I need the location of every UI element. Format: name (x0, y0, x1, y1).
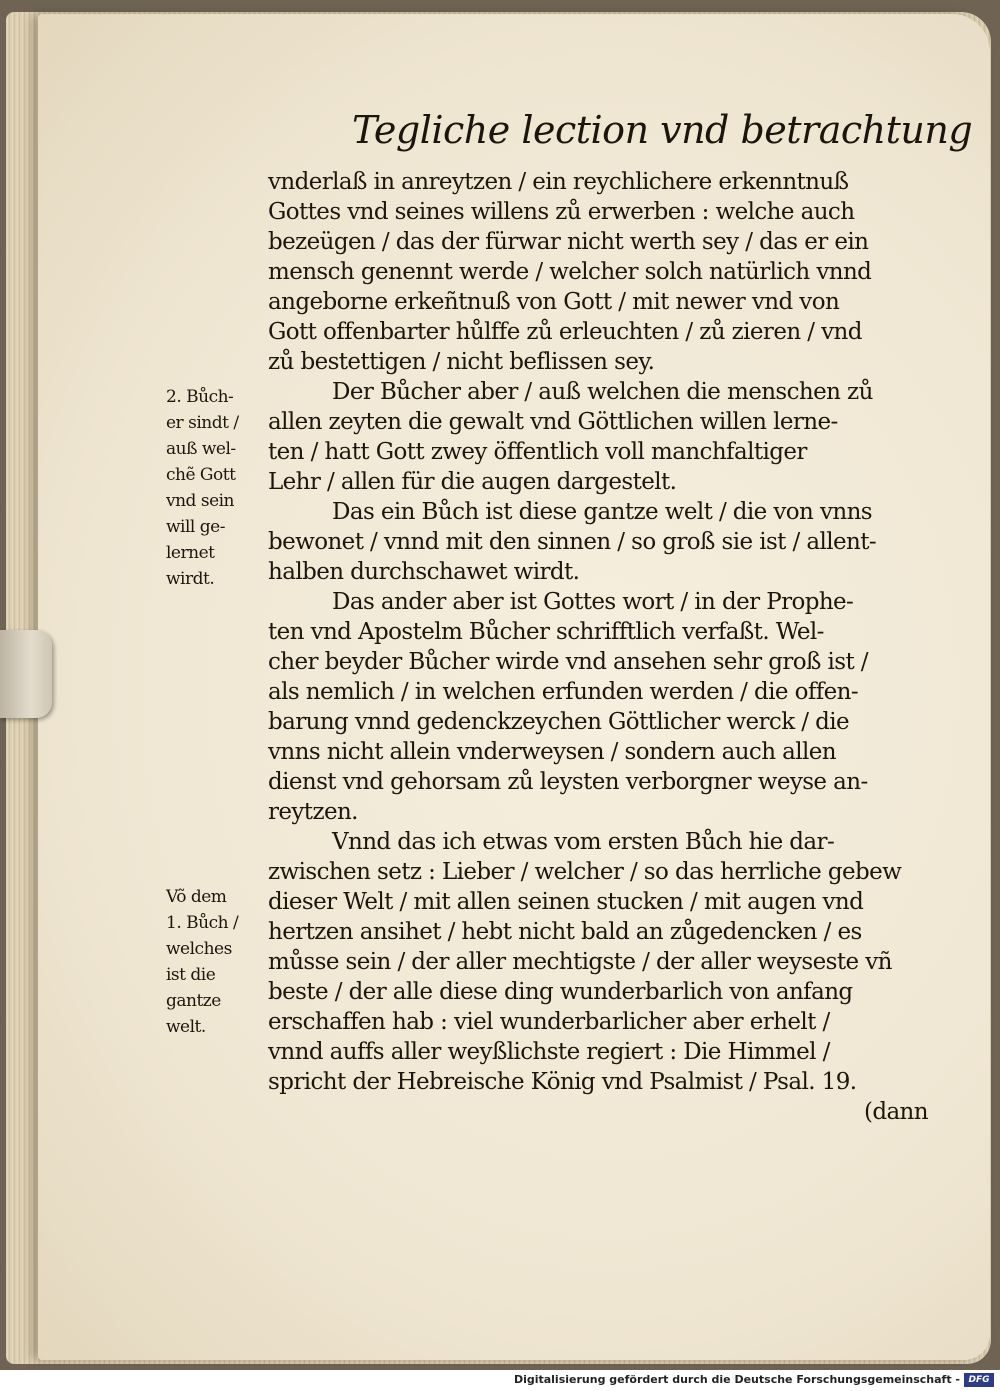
text-line: Das ander aber ist Gottes wort / in der Prophe- (332, 589, 854, 615)
text-line: Gott offenbarter hůlffe zů erleuchten / zů zieren / vnd (268, 319, 862, 345)
margin-note-line: gantze (166, 991, 221, 1011)
text-line: cher beyder Bůcher wirde vnd ansehen sehr groß ist / (268, 649, 868, 675)
text-line: (dann (863, 1099, 928, 1125)
margin-note-line: vnd sein (166, 491, 235, 511)
text-line: Das ein Bůch ist diese gantze welt / die von vnns (332, 499, 872, 525)
text-line: Vnnd das ich etwas vom ersten Bůch hie dar- (332, 829, 835, 855)
margin-note-line: auß wel- (166, 439, 236, 459)
text-line: zů bestettigen / nicht beflissen sey. (268, 349, 655, 375)
text-line: halben durchschawet wirdt. (268, 559, 580, 585)
text-line: vnderlaß in anreytzen / ein reychlichere erkenntnuß (268, 169, 849, 195)
footer-credit: Digitalisierung gefördert durch die Deutsche Forschungsgemeinschaft - (513, 1373, 960, 1386)
margin-note-line: Võ dem (166, 887, 227, 907)
text-line: vnns nicht allein vnderweysen / sondern auch allen (268, 739, 836, 765)
running-head: Tegliche lection vnd betrachtung (352, 108, 973, 152)
text-line: barung vnnd gedenckzeychen Göttlicher werck / die (268, 709, 849, 735)
text-line: hertzen ansihet / hebt nicht bald an zůgedencken / es (268, 919, 862, 945)
footer-bar (0, 1370, 1000, 1391)
text-line: angeborne erkeñtnuß von Gott / mit newer vnd von (268, 289, 840, 315)
dfg-logo-icon: DFG (964, 1373, 994, 1387)
text-line: Lehr / allen für die augen dargestelt. (268, 469, 677, 495)
text-line: můsse sein / der aller mechtigste / der aller weyseste vñ (268, 949, 892, 975)
margin-note-first-book (166, 884, 266, 1040)
body-text (268, 167, 938, 1127)
text-line: Gottes vnd seines willens zů erwerben : welche auch (268, 199, 855, 225)
text-line: erschaffen hab : viel wunderbarlicher aber erhelt / (268, 1009, 830, 1035)
margin-note-line: welches (166, 939, 232, 959)
text-line: ten vnd Apostelm Bůcher schrifftlich verfaßt. Wel- (268, 619, 824, 645)
text-line: zwischen setz : Lieber / welcher / so das herrliche gebew (268, 859, 902, 885)
text-line: dienst vnd gehorsam zů leysten verborgner weyse an- (268, 769, 868, 795)
text-line: mensch genennt werde / welcher solch natürlich vnnd (268, 259, 872, 285)
margin-note-line: welt. (166, 1017, 206, 1037)
text-line: Der Bůcher aber / auß welchen die menschen zů (332, 379, 873, 405)
margin-note-line: will ge- (166, 517, 225, 537)
text-line: reytzen. (268, 799, 358, 825)
text-line: dieser Welt / mit allen seinen stucken / mit augen vnd (268, 889, 864, 915)
text-line: ten / hatt Gott zwey öffentlich voll manchfaltiger (268, 439, 807, 465)
text-line: bezeügen / das der fürwar nicht werth sey / das er ein (268, 229, 869, 255)
margin-note-line: 1. Bůch / (166, 913, 239, 933)
text-line: bewonet / vnnd mit den sinnen / so groß sie ist / allent- (268, 529, 877, 555)
margin-note-line: 2. Bůch- (166, 387, 234, 407)
margin-note-two-books (166, 384, 266, 592)
text-line: beste / der alle diese ding wunderbarlich von anfang (268, 979, 853, 1005)
text-line: als nemlich / in welchen erfunden werden / die offen- (268, 679, 859, 705)
margin-note-line: chẽ Gott (166, 465, 236, 485)
margin-note-line: er sindt / (166, 413, 239, 433)
margin-note-line: ist die (166, 965, 216, 985)
text-line: allen zeyten die gewalt vnd Göttlichen willen lerne- (268, 409, 838, 435)
text-line: vnnd auffs aller weyßlichste regiert : Die Himmel / (268, 1039, 830, 1065)
text-line: spricht der Hebreische König vnd Psalmist / Psal. 19. (268, 1069, 857, 1095)
book-clasp (0, 630, 52, 718)
margin-note-line: wirdt. (166, 569, 215, 589)
margin-note-line: lernet (166, 543, 215, 563)
